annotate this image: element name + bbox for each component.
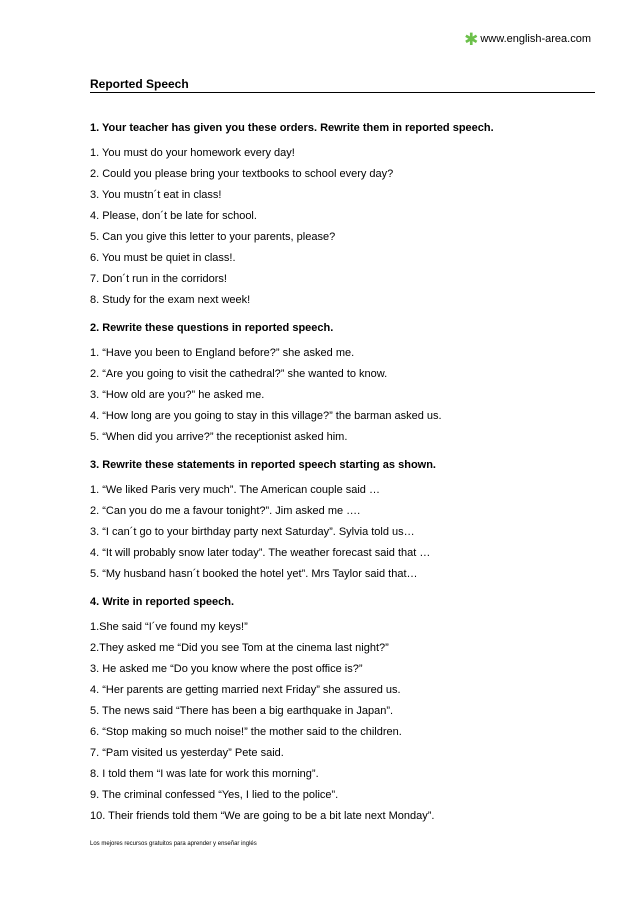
exercise-item: 4. “Her parents are getting married next Friday” she assured us. <box>90 684 401 696</box>
site-header <box>464 29 591 49</box>
exercise-item: 8. Study for the exam next week! <box>90 294 251 306</box>
exercise-section <box>90 596 600 823</box>
exercise-item: 1.She said “I´ve found my keys!” <box>90 621 248 633</box>
exercise-item: 2.They asked me “Did you see Tom at the cinema last night?” <box>90 642 389 654</box>
exercise-item: 2. Could you please bring your textbooks to school every day? <box>90 168 394 180</box>
exercise-item: 7. Don´t run in the corridors! <box>90 273 227 285</box>
exercise-item: 3. You mustn´t eat in class! <box>90 189 222 201</box>
exercise-item: 1. “We liked Paris very much”. The American couple said … <box>90 484 380 496</box>
exercise-content <box>90 122 600 831</box>
exercise-section <box>90 322 600 459</box>
exercise-section <box>90 122 600 322</box>
exercise-item: 3. He asked me “Do you know where the post office is?” <box>90 663 363 675</box>
exercise-item: 5. “When did you arrive?” the receptionist asked him. <box>90 431 348 443</box>
exercise-item: 3. “I can´t go to your birthday party next Saturday”. Sylvia told us… <box>90 526 415 538</box>
exercise-item: 2. “Are you going to visit the cathedral?” she wanted to know. <box>90 368 388 380</box>
exercise-item: 7. “Pam visited us yesterday” Pete said. <box>90 747 284 759</box>
exercise-item: 5. The news said “There has been a big earthquake in Japan”. <box>90 705 394 717</box>
exercise-item: 1. “Have you been to England before?” she asked me. <box>90 347 355 359</box>
section-title: 2. Rewrite these questions in reported speech. <box>90 322 334 334</box>
section-title: 3. Rewrite these statements in reported speech starting as shown. <box>90 459 436 471</box>
exercise-item: 5. “My husband hasn´t booked the hotel yet”. Mrs Taylor said that… <box>90 568 418 580</box>
title-divider <box>90 92 595 93</box>
exercise-item: 8. I told them “I was late for work this morning”. <box>90 768 319 780</box>
exercise-item: 3. “How old are you?” he asked me. <box>90 389 265 401</box>
exercise-item: 4. “It will probably snow later today”. The weather forecast said that … <box>90 547 431 559</box>
page-title: Reported Speech <box>90 77 189 91</box>
exercise-item: 2. “Can you do me a favour tonight?”. Jim asked me …. <box>90 505 361 517</box>
exercise-item: 6. You must be quiet in class!. <box>90 252 236 264</box>
exercise-item: 4. Please, don´t be late for school. <box>90 210 257 222</box>
asterisk-icon: ✱ <box>464 29 479 49</box>
exercise-item: 6. “Stop making so much noise!” the mother said to the children. <box>90 726 402 738</box>
exercise-item: 5. Can you give this letter to your parents, please? <box>90 231 336 243</box>
section-title: 4. Write in reported speech. <box>90 596 235 608</box>
footer-text: Los mejores recursos gratuitos para aprender y enseñar inglés <box>90 841 257 847</box>
exercise-section <box>90 459 600 596</box>
site-url: www.english-area.com <box>480 33 591 45</box>
exercise-item: 1. You must do your homework every day! <box>90 147 295 159</box>
exercise-item: 4. “How long are you going to stay in this village?” the barman asked us. <box>90 410 442 422</box>
section-title: 1. Your teacher has given you these orders. Rewrite them in reported speech. <box>90 122 494 134</box>
exercise-item: 9. The criminal confessed “Yes, I lied to the police”. <box>90 789 339 801</box>
exercise-item: 10. Their friends told them “We are going to be a bit late next Monday”. <box>90 810 435 822</box>
